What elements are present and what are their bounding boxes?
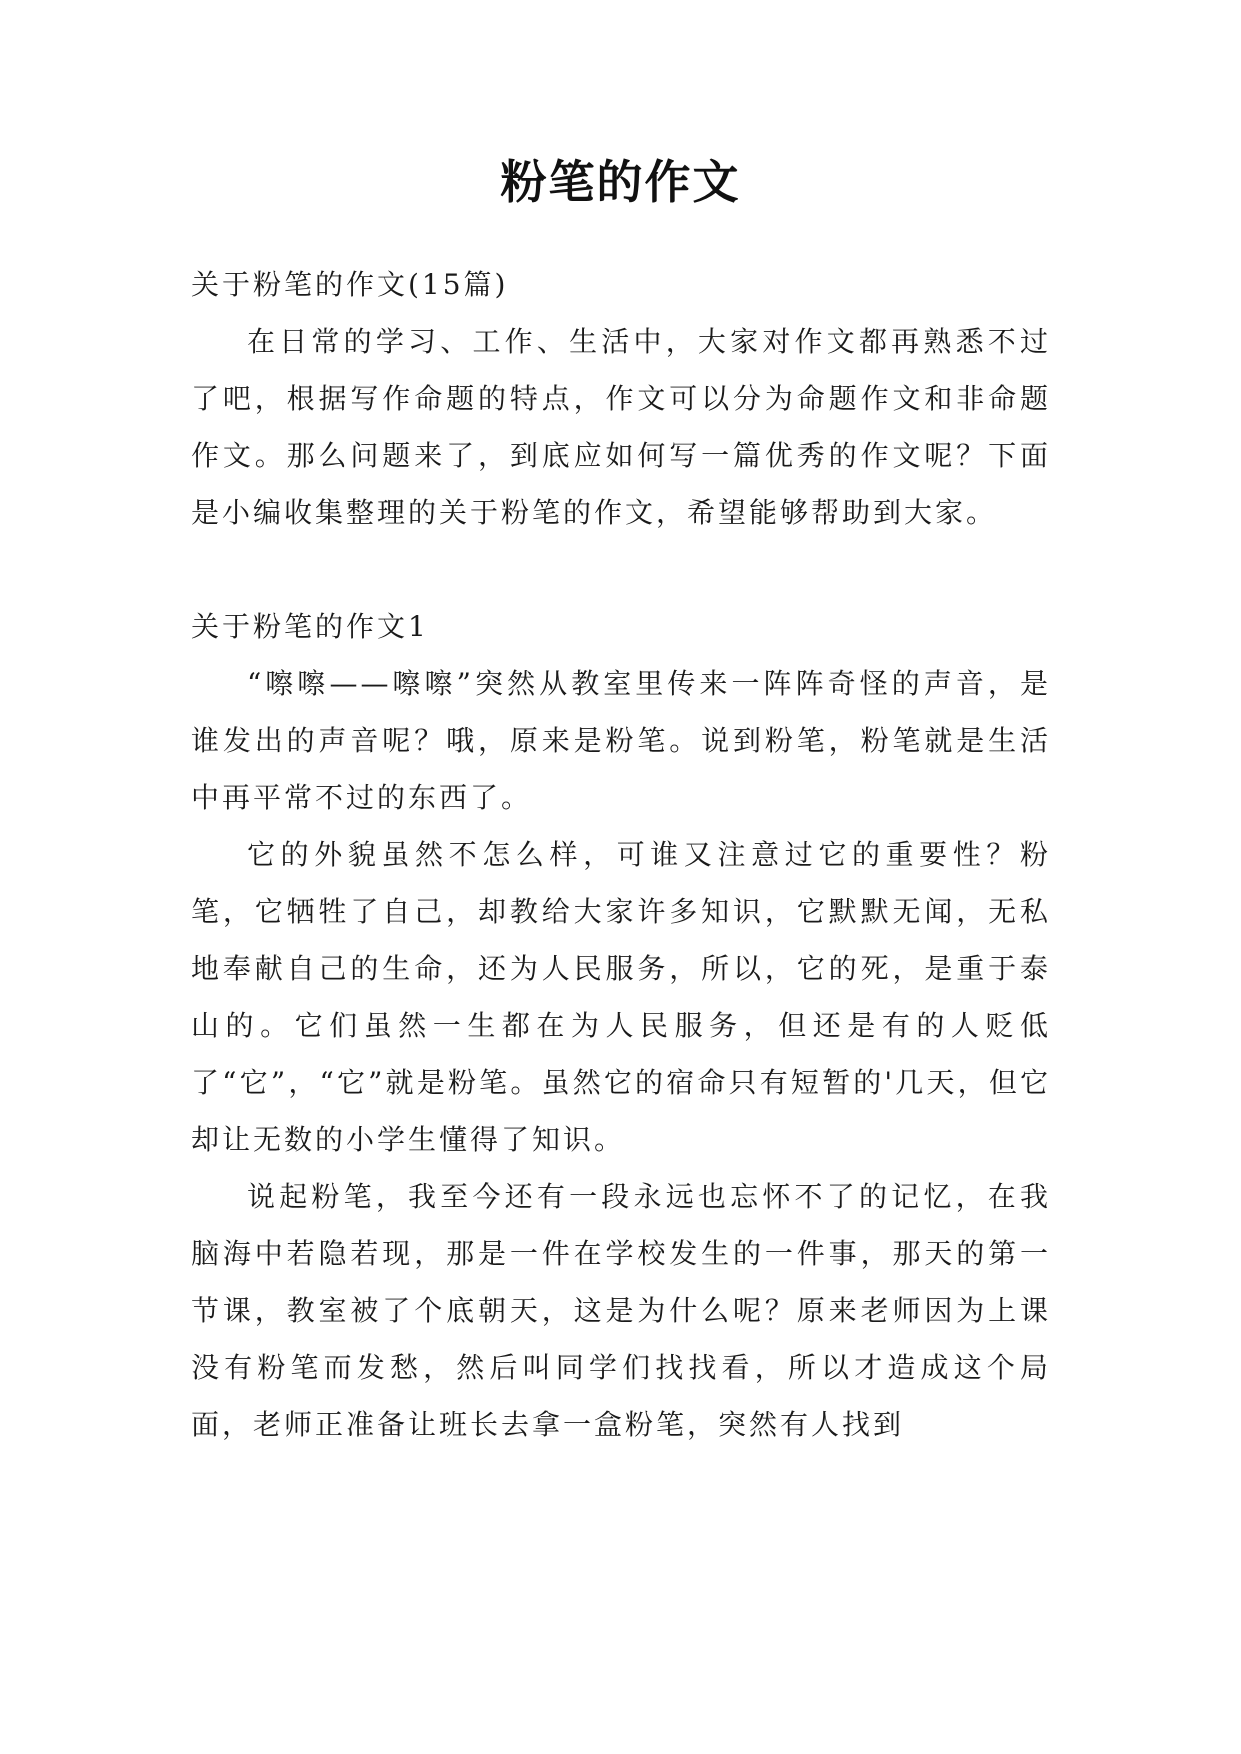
essay-paragraph: 它的外貌虽然不怎么样，可谁又注意过它的重要性？粉笔，它牺牲了自己，却教给大家许多知识，它默默无闻，无私地奉献自己的生命，还为人民服务，所以，它的死，是重于泰山的。它们虽然一生都在为人民服务，但还是有的人贬低了“它”，“它”就是粉笔。虽然它的宿命只有短暂的'几天，但它却让无数的小学生懂得了知识。 — [191, 838, 1051, 1156]
section-spacer — [191, 541, 1051, 598]
intro-paragraph: 在日常的学习、工作、生活中，大家对作文都再熟悉不过了吧，根据写作命题的特点，作文可以分为命题作文和非命题作文。那么问题来了，到底应如何写一篇优秀的作文呢？下面是小编收集整理的关于粉笔的作文，希望能够帮助到大家。 — [191, 325, 1051, 529]
document-body — [191, 256, 1051, 1453]
essay-paragraph: 说起粉笔，我至今还有一段永远也忘怀不了的记忆，在我脑海中若隐若现，那是一件在学校发生的一件事，那天的第一节课，教室被了个底朝天，这是为什么呢？原来老师因为上课没有粉笔而发愁，然后叫同学们找找看，所以才造成这个局面，老师正准备让班长去拿一盒粉笔，突然有人找到 — [191, 1180, 1051, 1441]
document-title: 粉笔的作文 — [500, 155, 741, 209]
essay-paragraph: “嚓嚓——嚓嚓”突然从教室里传来一阵阵奇怪的声音，是谁发出的声音呢？哦，原来是粉笔。说到粉笔，粉笔就是生活中再平常不过的东西了。 — [191, 667, 1051, 814]
intro-heading: 关于粉笔的作文(15篇) — [191, 268, 509, 301]
essay-heading: 关于粉笔的作文1 — [191, 610, 429, 643]
